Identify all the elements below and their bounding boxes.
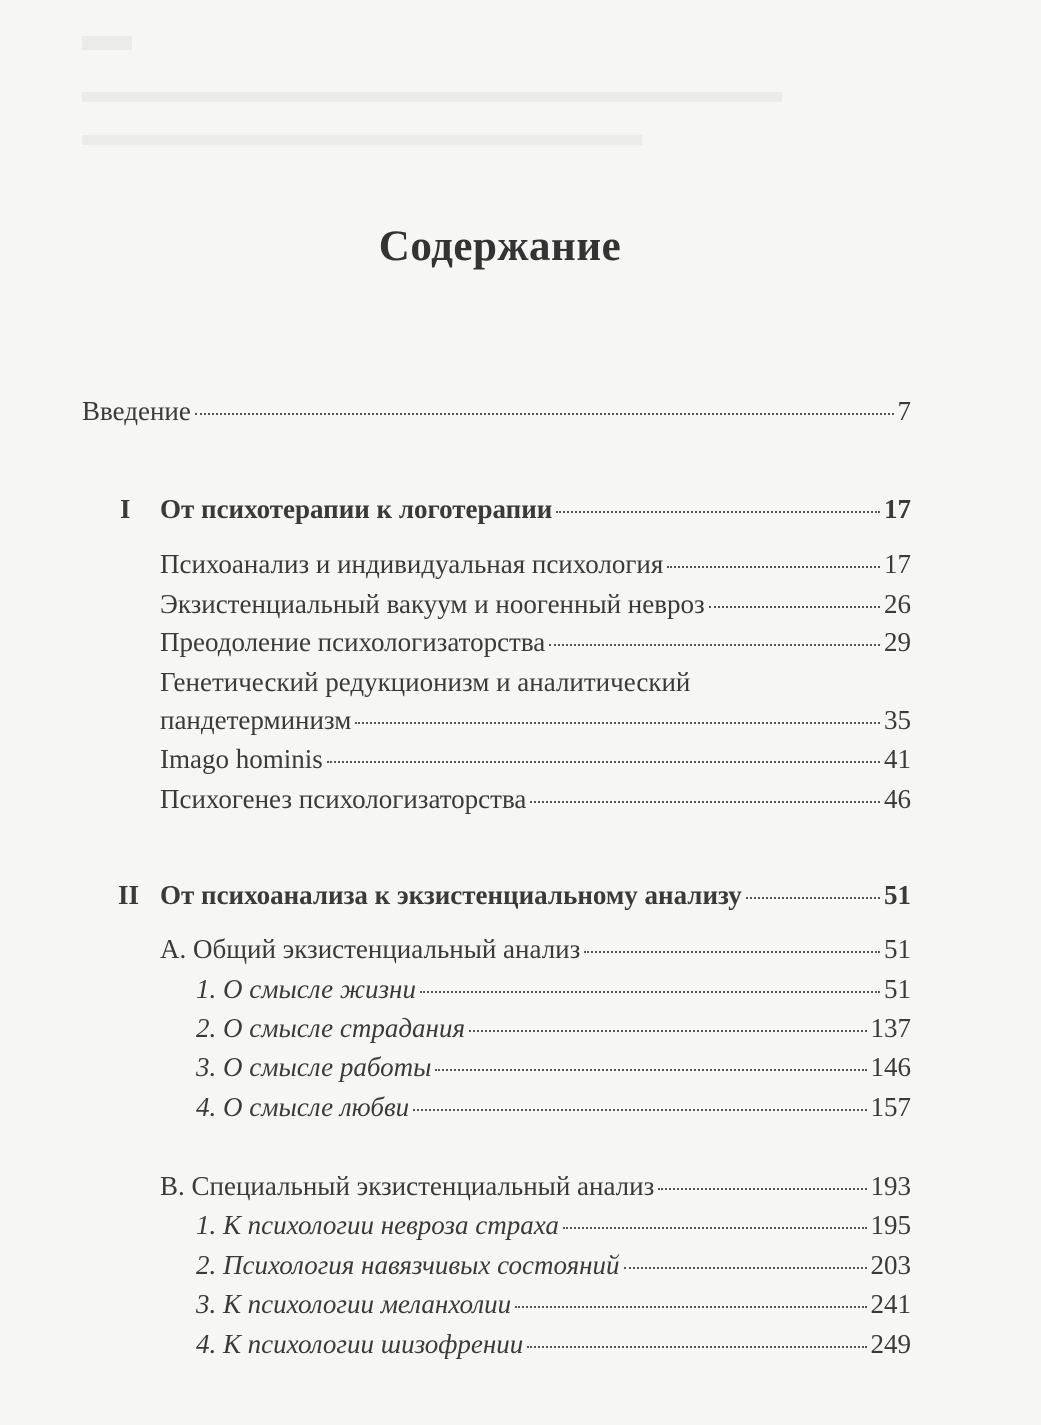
- toc-entry: [160, 551, 911, 578]
- toc-entry: [196, 976, 911, 1003]
- dot-leader: [709, 606, 880, 608]
- toc-entry-label: 3. О смысле работы: [196, 1052, 432, 1082]
- dot-leader: [527, 1346, 866, 1348]
- dot-leader: [355, 722, 880, 724]
- toc-entry-label: 2. Психология навязчивых состояний: [196, 1250, 620, 1280]
- toc-entry-label: Преодоление психологизаторства: [160, 627, 546, 657]
- toc-entry: [196, 1054, 911, 1081]
- toc-page-number: 51: [884, 974, 911, 1004]
- toc-entry-label: Психогенез психологизаторства: [160, 784, 527, 814]
- dot-leader: [195, 413, 894, 415]
- dot-leader: [413, 1109, 866, 1111]
- toc-entry: [196, 1212, 911, 1239]
- toc-entry: [160, 591, 911, 618]
- toc-entry: [196, 1291, 911, 1318]
- toc-page-number: 157: [870, 1092, 911, 1122]
- dot-leader: [563, 1227, 867, 1229]
- toc-page-number: 51: [884, 934, 911, 964]
- dot-leader: [469, 1030, 867, 1032]
- toc-page-number: 51: [884, 880, 911, 910]
- dot-leader: [556, 511, 880, 513]
- toc-page-number: 35: [884, 705, 911, 735]
- dot-leader: [435, 1069, 866, 1071]
- toc-entry-section-b: [160, 1173, 911, 1200]
- toc-entry-label: Экзистенциальный вакуум и ноогенный невроз: [160, 589, 705, 619]
- toc-entry-label: От психотерапии к логотерапии: [160, 494, 553, 524]
- toc-page-number: 193: [870, 1171, 911, 1201]
- bleed-through-mark: [82, 92, 782, 102]
- toc-entry-label: B. Специальный экзистенциальный анализ: [160, 1171, 655, 1201]
- dot-leader: [549, 644, 880, 646]
- toc-entry-label: Введение: [82, 396, 191, 426]
- dot-leader: [624, 1267, 867, 1269]
- toc-entry: [160, 629, 911, 656]
- toc-entry-intro: [82, 398, 911, 425]
- toc-entry-section-a: [160, 936, 911, 963]
- toc-page-number: 137: [870, 1013, 911, 1043]
- toc-page-number: 195: [870, 1210, 911, 1240]
- toc-page-number: 241: [870, 1289, 911, 1319]
- toc-page-number: 7: [897, 396, 911, 426]
- bleed-through-mark: [82, 36, 132, 50]
- dot-leader: [658, 1188, 866, 1190]
- toc-entry-part2: [160, 882, 911, 909]
- toc-entry-label: От психоанализа к экзистенциальному анализу: [160, 880, 742, 910]
- toc-page-number: 249: [870, 1329, 911, 1359]
- dot-leader: [420, 991, 880, 993]
- toc-entry-label: 4. К психологии шизофрении: [196, 1329, 524, 1359]
- toc-entry-label: Imago hominis: [160, 744, 323, 774]
- toc-page-number: 203: [870, 1250, 911, 1280]
- toc-entry-label: пандетерминизм: [160, 705, 352, 735]
- toc-entry: [160, 707, 911, 734]
- toc-entry-label: 1. К психологии невроза страха: [196, 1210, 559, 1240]
- dot-leader: [515, 1306, 866, 1308]
- toc-entry-label: 2. О смысле страдания: [196, 1013, 465, 1043]
- page-title: Содержание: [378, 223, 622, 270]
- dot-leader: [746, 897, 880, 899]
- toc-page-number: 26: [884, 589, 911, 619]
- toc-entry: [196, 1015, 911, 1042]
- toc-page-number: 146: [870, 1052, 911, 1082]
- dot-leader: [584, 951, 880, 953]
- toc-entry-label: Психоанализ и индивидуальная психология: [160, 549, 664, 579]
- toc-page-number: 17: [884, 494, 911, 524]
- toc-entry-label: A. Общий экзистенциальный анализ: [160, 934, 581, 964]
- toc-page-number: 17: [884, 549, 911, 579]
- toc-entry-part1: [160, 496, 911, 523]
- toc-entry: [196, 1094, 911, 1121]
- dot-leader: [667, 566, 880, 568]
- toc-entry-label-line1: Генетический редукционизм и аналитический: [160, 667, 691, 697]
- part-number: II: [118, 880, 140, 910]
- toc-entry-label: 4. О смысле любви: [196, 1092, 410, 1122]
- part-number: I: [120, 494, 131, 524]
- toc-entry: [196, 1331, 911, 1358]
- toc-entry: [160, 746, 911, 773]
- toc-entry-label: 3. К психологии меланхолии: [196, 1289, 512, 1319]
- bleed-through-mark: [82, 135, 642, 145]
- dot-leader: [327, 761, 880, 763]
- toc-entry: [196, 1252, 911, 1279]
- dot-leader: [530, 801, 880, 803]
- toc-page-number: 29: [884, 627, 911, 657]
- toc-entry: [160, 786, 911, 813]
- toc-page-number: 46: [884, 784, 911, 814]
- toc-page-number: 41: [884, 744, 911, 774]
- toc-entry-label: 1. О смысле жизни: [196, 974, 416, 1004]
